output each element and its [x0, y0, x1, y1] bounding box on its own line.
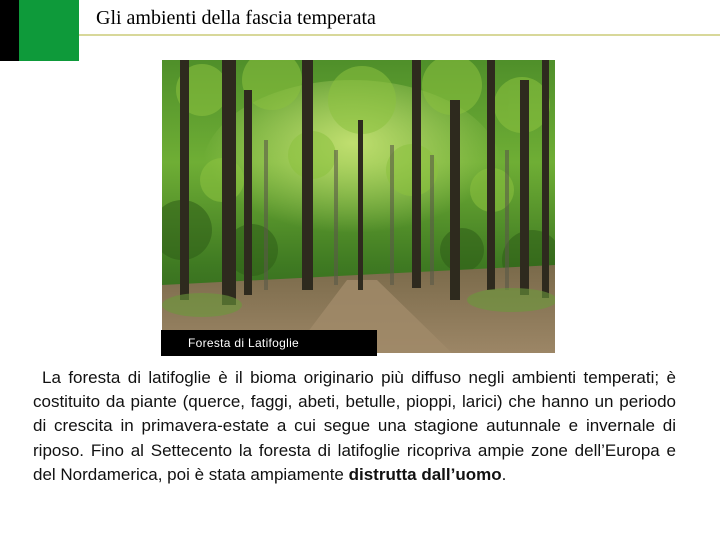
body-text-end: . [501, 464, 507, 484]
forest-photo [162, 60, 555, 353]
title-underline [79, 34, 720, 36]
body-text-part1: La foresta di latifoglie è il bioma originario più diffuso negli ambienti temperati; è costituito da piante (querce, faggi, abeti, betulle, pioppi, larici) che hanno un periodo di crescita in primavera-estate a cui segue una stagione autunnale e invernale di riposo. Fino al Settecento la foresta di latifoglie ricopriva ampie zone dell’Europa e del Nordamerica, poi è stata ampiamente [33, 368, 676, 484]
body-paragraph [33, 366, 676, 487]
forest-photo-icon [162, 60, 555, 353]
slide-title: Gli ambienti della fascia temperata [96, 7, 376, 29]
corner-block-black [0, 0, 19, 61]
photo-caption: Foresta di Latifoglie [161, 330, 377, 356]
body-text-bold: distrutta dall’uomo [348, 464, 502, 484]
corner-block-green [19, 0, 79, 61]
